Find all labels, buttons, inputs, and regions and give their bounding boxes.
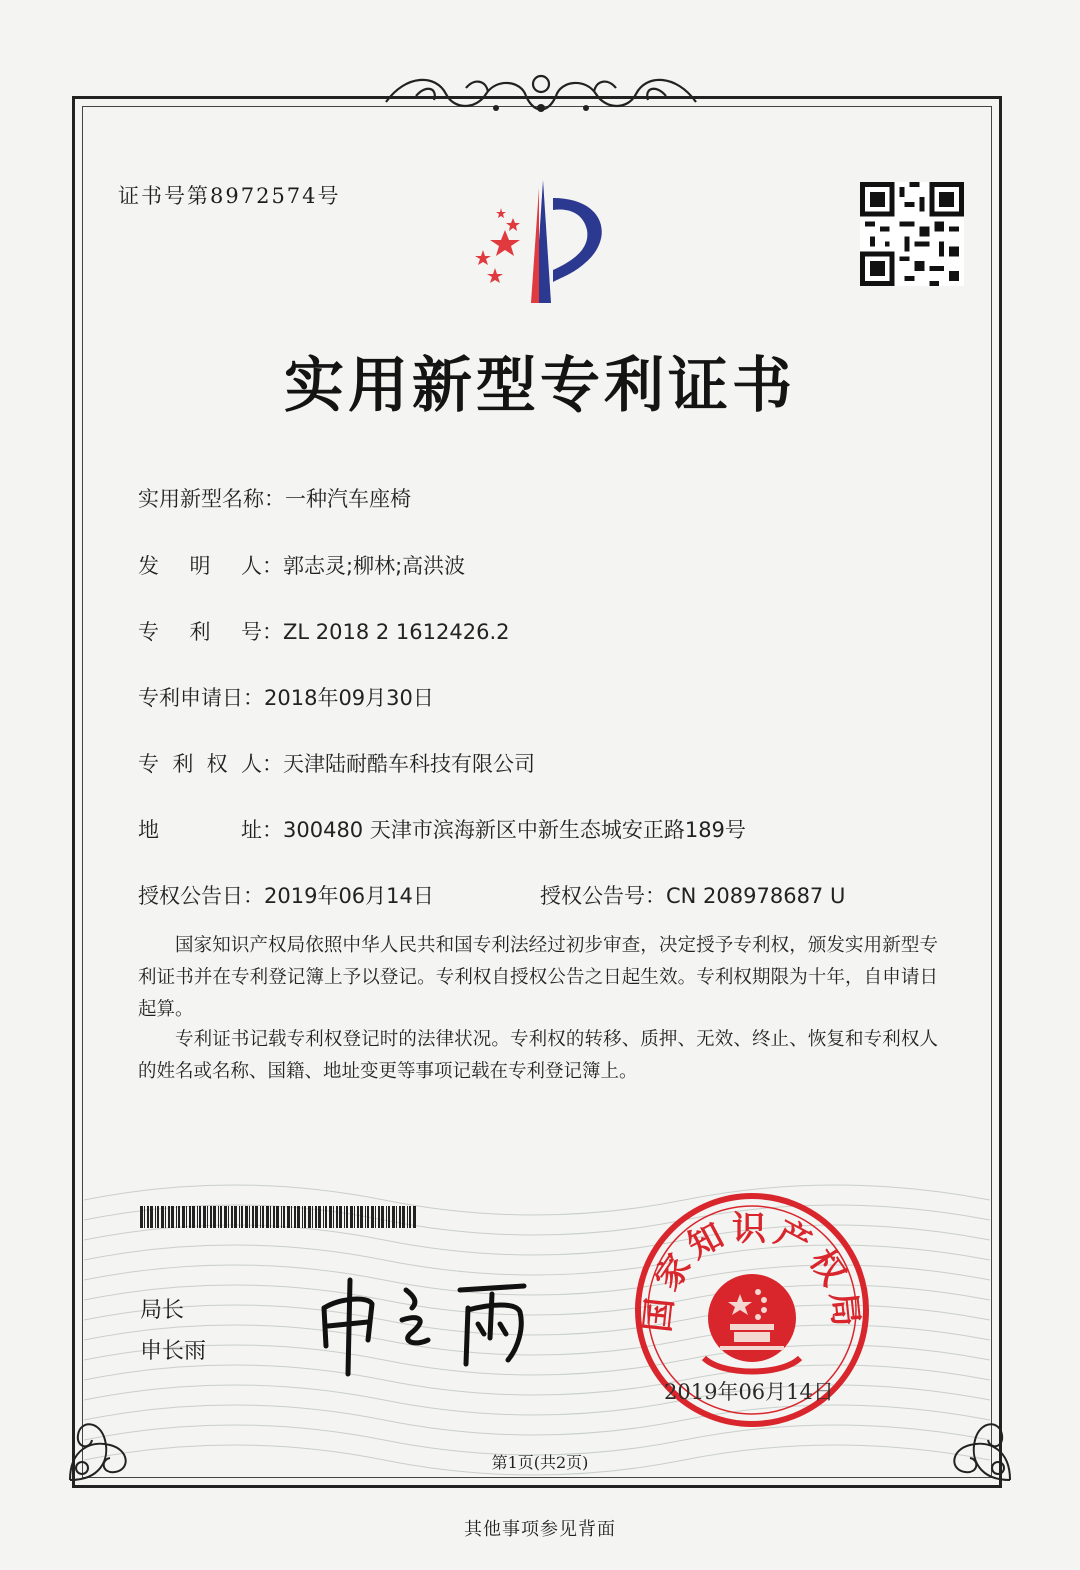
field-value: 2018年09月30日 — [264, 686, 434, 710]
certificate-number: 证书号第8972574号 — [118, 184, 341, 208]
barcode-bar — [213, 1206, 216, 1228]
barcode-bar — [234, 1206, 237, 1228]
field-filing-date — [138, 682, 434, 712]
barcode-bar — [402, 1206, 405, 1228]
director-signature — [310, 1268, 560, 1378]
barcode-bar — [171, 1206, 174, 1228]
barcode-bar — [270, 1206, 271, 1228]
barcode-bar — [165, 1206, 166, 1228]
field-label: 实用新型名称： — [138, 487, 285, 511]
barcode-bar — [365, 1206, 366, 1228]
field-label: 专 利 权 人 — [138, 752, 262, 776]
barcode-bar — [318, 1206, 321, 1228]
barcode-bar — [199, 1206, 201, 1228]
barcode-bar — [371, 1206, 374, 1228]
certificate-title: 实用新型专利证书 — [284, 351, 796, 421]
barcode-bar — [392, 1206, 395, 1228]
field-label: 专利申请日： — [138, 686, 264, 710]
field-patent-number: 专 利 号 ：ZL 2018 2 1612426.2 — [138, 616, 509, 646]
barcode-bar — [315, 1206, 317, 1228]
field-inventors: 发 明 人 ：郭志灵;柳林;高洪波 — [138, 550, 465, 580]
barcode-bar — [304, 1206, 306, 1228]
barcode-bar — [287, 1206, 290, 1228]
barcode-bar — [308, 1206, 311, 1228]
patent-office-logo — [455, 178, 625, 308]
barcode-bar — [241, 1206, 243, 1228]
field-value: 一种汽车座椅 — [285, 487, 411, 511]
barcode-bar — [386, 1206, 387, 1228]
barcode-bar — [291, 1206, 292, 1228]
barcode-bar — [413, 1206, 416, 1228]
barcode-bar — [218, 1206, 219, 1228]
barcode-bar — [228, 1206, 229, 1228]
field-value: CN 208978687 U — [666, 884, 846, 908]
field-label: 地 址 — [138, 818, 262, 842]
barcode-bar — [273, 1206, 275, 1228]
barcode — [140, 1206, 416, 1228]
barcode-bar — [276, 1206, 279, 1228]
barcode-bar — [220, 1206, 222, 1228]
barcode-bar — [329, 1206, 332, 1228]
barcode-bar — [197, 1206, 198, 1228]
barcode-bar — [192, 1206, 195, 1228]
barcode-bar — [178, 1206, 180, 1228]
barcode-bar — [360, 1206, 363, 1228]
barcode-bar — [150, 1206, 153, 1228]
body-paragraph-1: 国家知识产权局依照中华人民共和国专利法经过初步审查，决定授予专利权，颁发实用新型专利证书并在专利登记簿上予以登记。专利权自授权公告之日起生效。专利权期限为十年，自申请日起算。 — [138, 935, 938, 1020]
barcode-bar — [294, 1206, 296, 1228]
barcode-bar — [399, 1206, 401, 1228]
barcode-bar — [147, 1206, 149, 1228]
barcode-bar — [144, 1206, 145, 1228]
barcode-bar — [297, 1206, 300, 1228]
field-patentee: 专 利 权 人 ：天津陆耐酷车科技有限公司 — [138, 748, 535, 778]
barcode-bar — [375, 1206, 376, 1228]
director-title: 局长 — [140, 1298, 185, 1323]
field-value: 郭志灵;柳林;高洪波 — [283, 554, 466, 578]
barcode-bar — [224, 1206, 227, 1228]
page-indicator: 第1页(共2页) — [491, 1453, 589, 1472]
field-grant-date — [138, 880, 434, 910]
field-utility-model-name — [138, 483, 411, 513]
field-address: 地 址 ：300480 天津市滨海新区中新生态城安正路189号 — [138, 814, 746, 844]
footer-note: 其他事项参见背面 — [464, 1519, 616, 1540]
barcode-bar — [176, 1206, 177, 1228]
barcode-bar — [168, 1206, 170, 1228]
barcode-bar — [336, 1206, 338, 1228]
director-name: 申长雨 — [140, 1339, 207, 1364]
barcode-bar — [346, 1206, 348, 1228]
barcode-bar — [186, 1206, 187, 1228]
barcode-bar — [312, 1206, 313, 1228]
field-value: ZL 2018 2 1612426.2 — [283, 620, 510, 644]
barcode-bar — [260, 1206, 261, 1228]
field-label: 授权公告日： — [138, 884, 264, 908]
barcode-bar — [283, 1206, 285, 1228]
barcode-bar — [140, 1206, 143, 1228]
seal-date: 2019年06月14日 — [664, 1380, 834, 1404]
barcode-bar — [367, 1206, 369, 1228]
barcode-bar — [388, 1206, 390, 1228]
barcode-bar — [207, 1206, 208, 1228]
barcode-bar — [210, 1206, 212, 1228]
corner-ornament-right — [930, 1400, 1020, 1490]
barcode-bar — [161, 1206, 164, 1228]
barcode-bar — [182, 1206, 185, 1228]
barcode-bar — [378, 1206, 380, 1228]
barcode-bar — [350, 1206, 353, 1228]
barcode-bar — [396, 1206, 397, 1228]
field-label: 专 利 号 — [138, 620, 262, 644]
barcode-bar — [155, 1206, 156, 1228]
barcode-bar — [407, 1206, 408, 1228]
barcode-bar — [302, 1206, 303, 1228]
barcode-bar — [157, 1206, 159, 1228]
barcode-bar — [245, 1206, 248, 1228]
field-grant-number — [540, 880, 845, 910]
barcode-bar — [354, 1206, 355, 1228]
barcode-bar — [339, 1206, 342, 1228]
barcode-bar — [249, 1206, 250, 1228]
field-value: 天津陆耐酷车科技有限公司 — [283, 752, 535, 776]
barcode-bar — [381, 1206, 384, 1228]
seal-text: 国家知识产权局 — [637, 1209, 867, 1335]
barcode-bar — [344, 1206, 345, 1228]
field-label: 发 明 人 — [138, 554, 262, 578]
barcode-bar — [255, 1206, 258, 1228]
barcode-bar — [357, 1206, 359, 1228]
corner-ornament-left — [60, 1400, 150, 1490]
barcode-bar — [409, 1206, 411, 1228]
qr-code — [860, 182, 964, 286]
barcode-bar — [189, 1206, 191, 1228]
body-paragraph-2: 专利证书记载专利权登记时的法律状况。专利权的转移、质押、无效、终止、恢复和专利权人的姓名或名称、国籍、地址变更等事项记载在专利登记簿上。 — [138, 1029, 938, 1082]
barcode-bar — [323, 1206, 324, 1228]
field-value: 300480 天津市滨海新区中新生态城安正路189号 — [283, 818, 746, 842]
barcode-bar — [231, 1206, 233, 1228]
barcode-bar — [252, 1206, 254, 1228]
barcode-bar — [281, 1206, 282, 1228]
barcode-bar — [203, 1206, 206, 1228]
barcode-bar — [266, 1206, 269, 1228]
barcode-bar — [325, 1206, 327, 1228]
field-value: 2019年06月14日 — [264, 884, 434, 908]
barcode-bar — [239, 1206, 240, 1228]
barcode-bar — [333, 1206, 334, 1228]
field-label: 授权公告号： — [540, 884, 666, 908]
top-ornament — [376, 64, 706, 128]
barcode-bar — [262, 1206, 264, 1228]
